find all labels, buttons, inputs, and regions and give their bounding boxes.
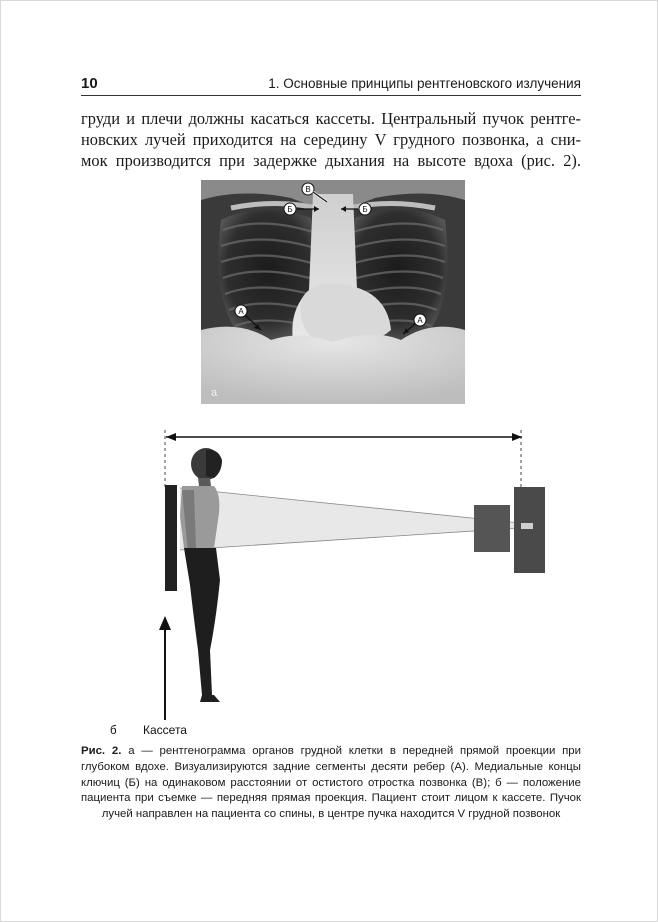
- running-title: 1. Основные принципы рентгеновского излучения: [268, 76, 581, 91]
- positioning-diagram: [110, 420, 570, 740]
- caption-line: [81, 744, 581, 760]
- marker-a-right: А: [417, 316, 423, 325]
- marker-b-left: Б: [287, 205, 293, 214]
- page-header: [81, 73, 581, 96]
- chest-xray-image: [201, 180, 465, 404]
- marker-b-right: Б: [362, 205, 368, 214]
- figure-caption: [81, 744, 581, 823]
- body-paragraph: [81, 108, 581, 171]
- cassette-label: Кассета: [143, 723, 187, 737]
- marker-a-left: А: [238, 307, 244, 316]
- panel-a-letter: а: [211, 387, 218, 399]
- panel-b-letter: б: [110, 725, 117, 737]
- caption-line: глубоком вдохе. Визуализируются задние сегменты десяти ребер (А). Медиальные концы: [81, 760, 581, 773]
- body-line: груди и плечи должны касаться кассеты. Центральный пучок рентге-: [81, 109, 581, 128]
- body-line: новских лучей приходится на середину V грудного позвонка, а сни-: [81, 130, 581, 149]
- patient-figure: [180, 448, 222, 702]
- caption-line: ключиц (Б) на одинаковом расстоянии от остистого отростка позвонка (В); б — положение: [81, 776, 581, 789]
- caption-line: пациента при съемке — передняя прямая проекция. Пациент стоит лицом к кассете. Пучок: [81, 792, 581, 805]
- marker-v: В: [305, 185, 311, 194]
- body-line: мок производится при задержке дыхания на высоте вдоха (рис. 2).: [81, 151, 581, 170]
- page-number: 10: [81, 75, 98, 92]
- caption-line-text: а — рентгенограмма органов грудной клетки в передней прямой проекции при: [121, 745, 581, 757]
- caption-line: лучей направлен на пациента со спины, в центре пучка находится V грудной позвонок: [101, 808, 561, 821]
- caption-label: Рис. 2.: [81, 745, 122, 757]
